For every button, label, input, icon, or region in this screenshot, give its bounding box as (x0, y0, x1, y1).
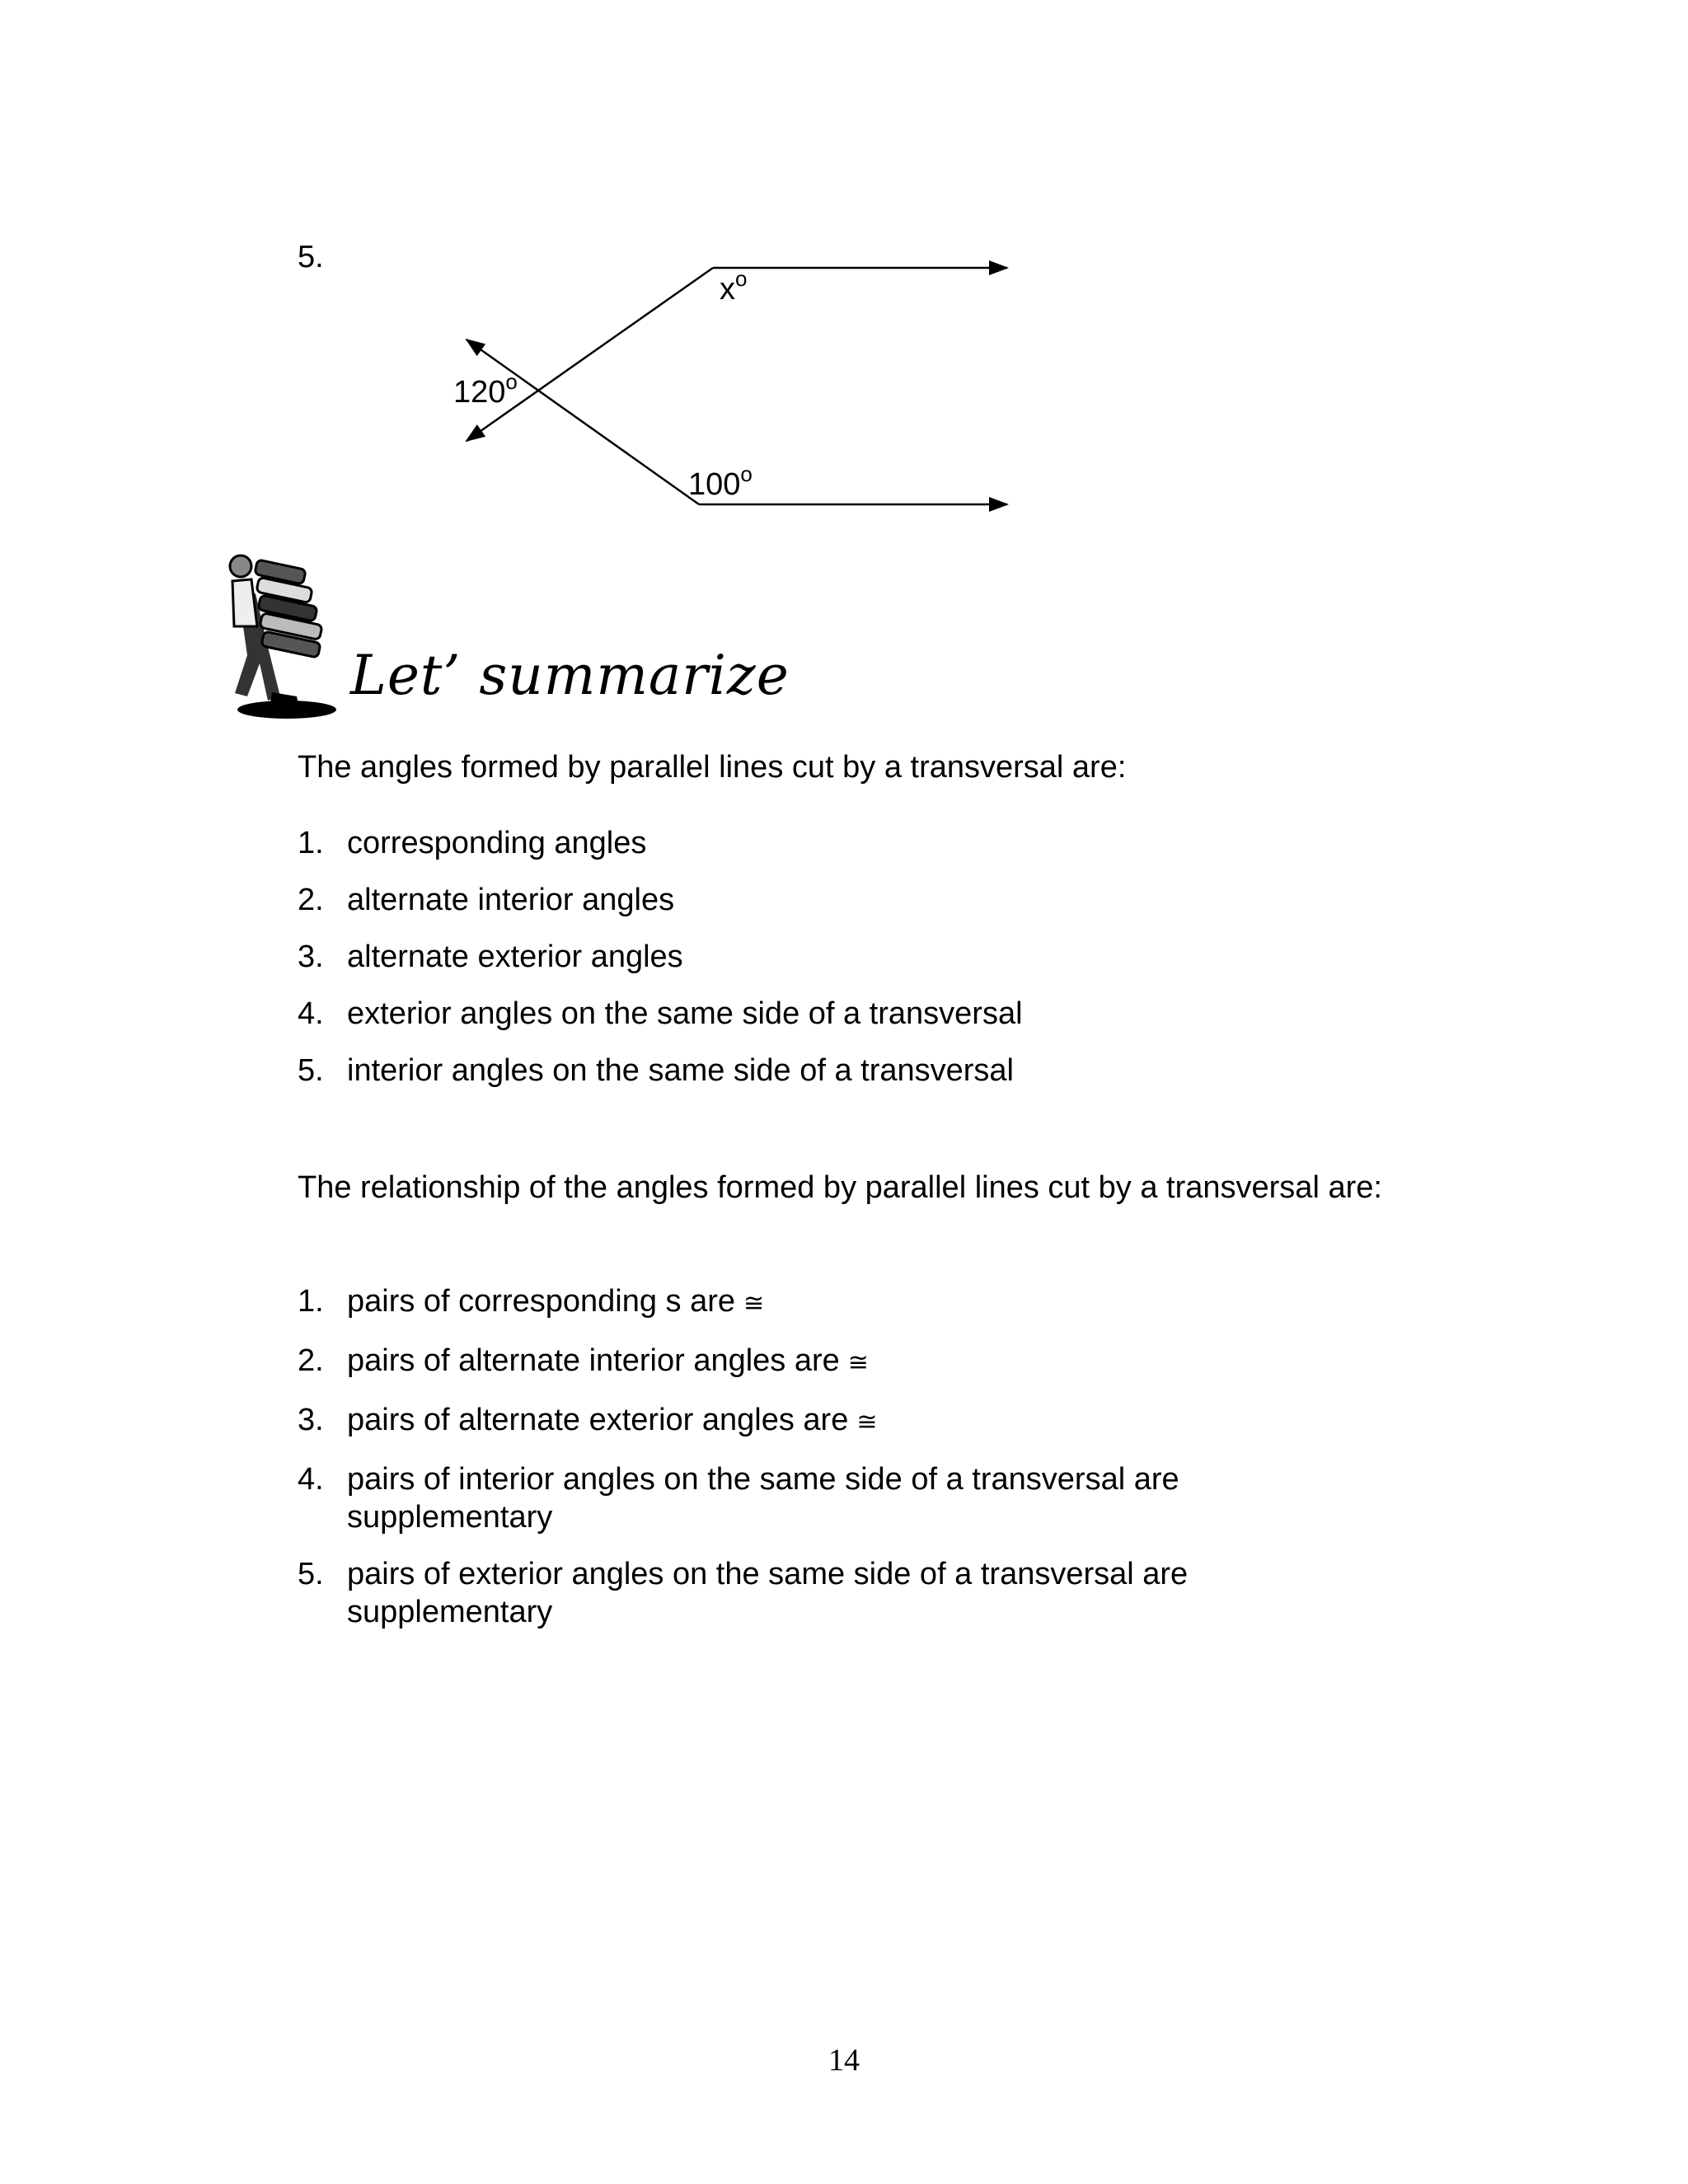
list-item: 5. pairs of exterior angles on the same side of a transversal are supplementary (298, 1557, 1189, 1629)
list-item: 3. pairs of alternate exterior angles are ≅ (298, 1403, 878, 1437)
congruent-symbol: ≅ (743, 1289, 765, 1318)
angle-types-list (298, 824, 1402, 1090)
list-item: 4. exterior angles on the same side of a transversal (298, 996, 1023, 1031)
congruent-symbol: ≅ (856, 1408, 878, 1436)
person-carrying-books-icon (223, 548, 354, 725)
summary-heading: Let’ summarize (350, 644, 790, 707)
list-item: 2. alternate interior angles (298, 883, 675, 917)
parallel-lines-figure (0, 0, 1688, 577)
list-item: 1. corresponding angles (298, 826, 647, 860)
angle-label-bottom: 100$^o$ (688, 462, 753, 502)
angle-types-intro: The angles formed by parallel lines cut by a transversal are: (298, 750, 1127, 785)
transversal-lower (467, 340, 699, 504)
congruent-symbol: ≅ (847, 1348, 869, 1377)
relationship-intro: The relationship of the angles formed by parallel lines cut by a transversal are: (298, 1170, 1382, 1205)
list-item: 2. pairs of alternate interior angles are ≅ (298, 1343, 869, 1378)
page-number: 14 (828, 2043, 860, 2078)
transversal-upper (467, 268, 713, 441)
list-item: 3. alternate exterior angles (298, 940, 683, 974)
angle-label-left: 120$^o$ (453, 369, 518, 410)
list-item: 5. interior angles on the same side of a transversal (298, 1053, 1014, 1088)
angle-label-top: $x^o$ (720, 266, 748, 307)
problem-number: 5. (298, 240, 324, 274)
relationships-list (298, 1282, 1369, 1631)
list-item: 1. pairs of corresponding s are ≅ (298, 1284, 765, 1319)
list-item: 4. pairs of interior angles on the same side of a transversal are supplementary (298, 1462, 1179, 1535)
